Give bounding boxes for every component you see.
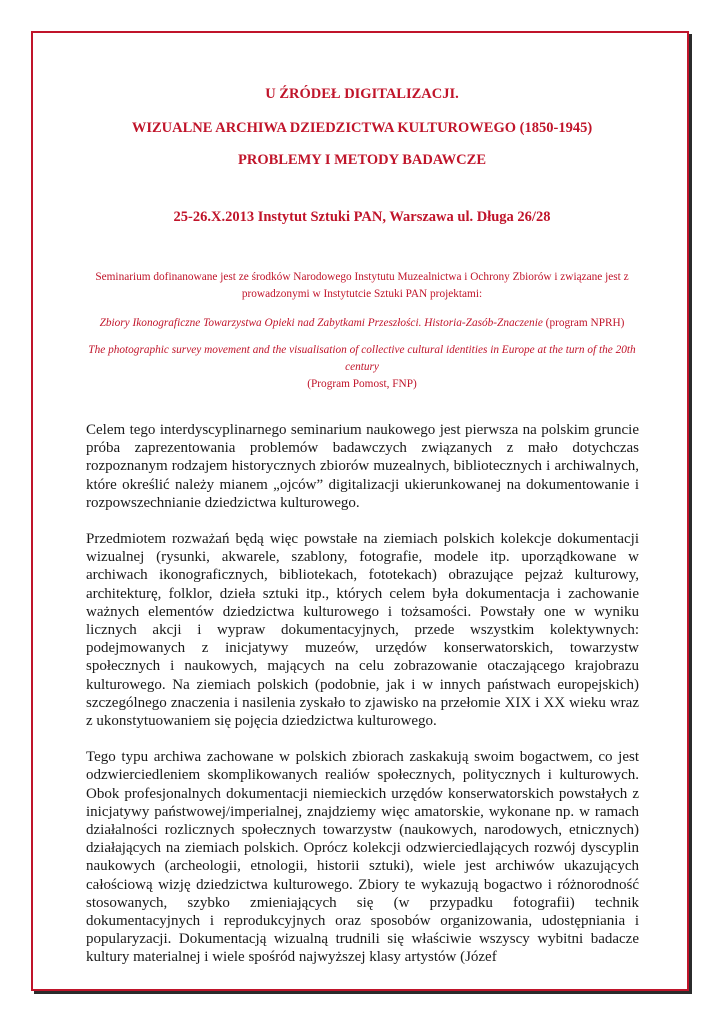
body-paragraph-2: Przedmiotem rozważań będą więc powstałe na ziemiach polskich kolekcje dokumentacji wizualnej (rysunki, akwarele, szablony, fotografie, modele itp. uporządkowane w archiwach ikonograficznych, bibliotekach, fototekach) obrazujące pejzaż kulturowy, architekturę, folklor, dzieła sztuki itp., których celem była dokumentacja i zachowanie ważnych elementów dziedzictwa kulturowego i tożsamości. Powstały one w wyniku licznych akcji i wypraw dokumentacyjnych, przede wszystkim kolektywnych: podejmowanych z inicjatywy muzeów, urzędów konserwatorskich, towarzystw społecznych i naukowych, mających na celu zobrazowanie otaczającego krajobrazu kulturowego. Na ziemiach polskich (podobnie, jak i w innych państwach europejskich) szczególnego znaczenia i nasilenia zyskało to zjawisko na przełomie XIX i XX wieku wraz z ukonstytuowaniem się pojęcia dziedzictwa kulturowego.: [86, 531, 639, 730]
project-1-title: Zbiory Ikonograficzne Towarzystwa Opieki nad Zabytkami Przeszłości. Historia-Zasób-Znaczenie: [99, 317, 543, 329]
funding-intro: Seminarium dofinanowane jest ze środków Narodowego Instytutu Muzealnictwa i Ochrony Zbiorów i związane jest z prowadzonymi w Instytutcie Sztuki PAN projektami:: [95, 271, 629, 300]
document-title-line-1: U ŹRÓDEŁ DIGITALIZACJI.: [265, 86, 459, 102]
document-title-line-2: WIZUALNE ARCHIWA DZIEDZICTWA KULTUROWEGO (1850-1945): [131, 120, 593, 136]
project-2-program: (Program Pomost, FNP): [307, 378, 417, 390]
body-paragraph-3: Tego typu archiwa zachowane w polskich zbiorach zaskakują swoim bogactwem, co jest odzwierciedleniem skomplikowanych realiów społecznych, politycznych i kulturowych. Obok profesjonalnych dokumentacji niemieckich urzędów konserwatorskich powstałych z inicjatywy państwowej/imperialnej, znajdziemy więc amatorskie, wykonane np. w ramach działalności rozlicznych społecznych towarzystw (naukowych, narodowych, etnicznych) działających na ziemiach polskich. Oprócz kolekcji odzwierciedlających rozwój dyscyplin naukowych (archeologii, etnologii, historii sztuki), wiele jest archiwów ukazujących całościową wizję dziedzictwa kulturowego. Zbiory te wykazują bogactwo i różnorodność stosowanych, szybko zmieniających się (w przypadku fotografii) technik dokumentacyjnych i reprodukcyjnych oraz sposobów organizowania, udostępniania i popularyzacji. Dokumentacją wizualną trudnili się właściwie wszyscy wybitni badacze kultury materialnej i wiele spośród najwyższej klasy artystów (Józef: [86, 749, 639, 966]
body-paragraph-1: Celem tego interdyscyplinarnego seminarium naukowego jest pierwsza na polskim gruncie próba zaprezentowania problemów badawczych związanych z mało dotychczas rozpoznanym rodzajem historycznych zbiorów muzealnych, bibliotecznych i archiwalnych, które określić należy mianem „ojców” digitalizacji ukierunkowanej na dokumentowanie i rozpowszechnianie dziedzictwa kulturowego.: [86, 422, 639, 511]
document-title-line-3: PROBLEMY I METODY BADAWCZE: [237, 152, 486, 168]
project-1-line: [70, 315, 654, 332]
project-2-block: [70, 342, 654, 393]
project-1-program: (program NPRH): [542, 317, 625, 329]
project-2-title: The photographic survey movement and the visualisation of collective cultural identities in Europe at the turn of the 20th century: [88, 344, 636, 373]
event-date-location: 25-26.X.2013 Instytut Sztuki PAN, Warszawa ul. Długa 26/28: [173, 209, 551, 225]
body-text: [86, 421, 639, 985]
